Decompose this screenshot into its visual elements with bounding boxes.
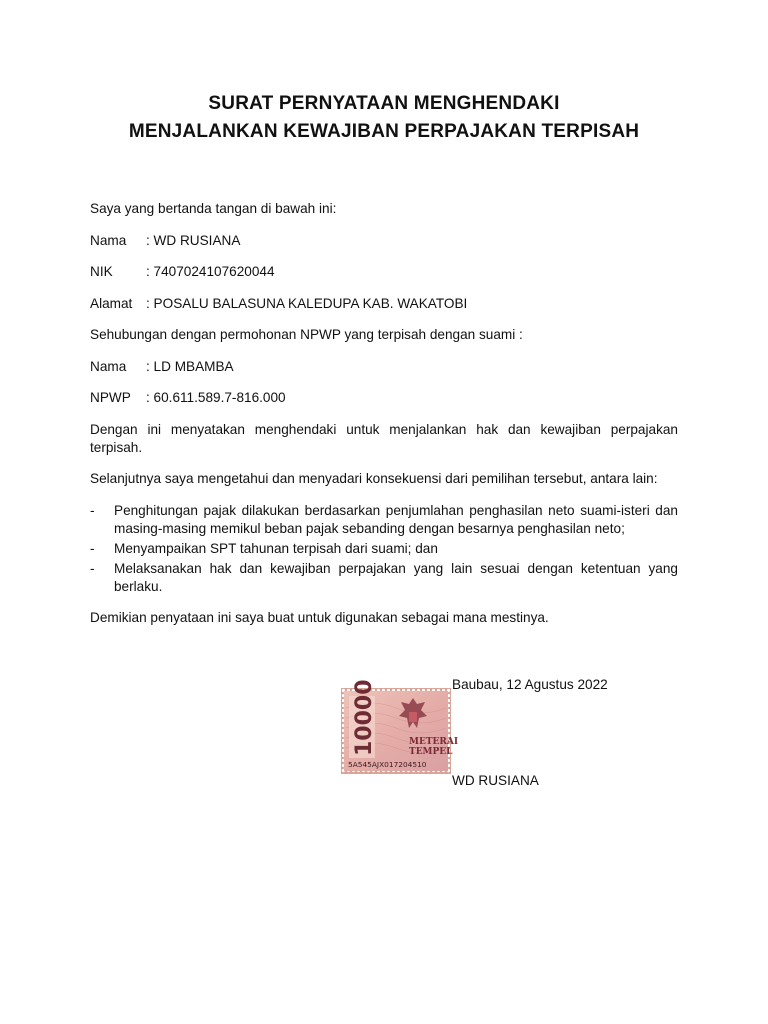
field-label: NPWP [90,390,131,405]
field-value: : 60.611.589.7-816.000 [146,390,286,405]
field-label: Nama [90,232,127,248]
document-title [0,90,768,146]
bullet-dash: - [90,560,95,576]
declarant-nik-row [90,263,678,281]
relation-text: Sehubungan dengan permohonan NPWP yang terpisah dengan suami : [90,327,523,342]
bullet-dash: - [90,502,95,518]
title-line-2: MENJALANKAN KEWAJIBAN PERPAJAKAN TERPISAH [128,121,640,142]
bullet-dash: - [90,540,95,556]
field-value: : POSALU BALASUNA KALEDUPA KAB. WAKATOBI [146,295,468,311]
field-label: Alamat [90,295,133,311]
field-value: : 7407024107620044 [146,264,275,279]
list-item [90,540,678,558]
husband-npwp-row [90,389,678,407]
stamp-serial: 5A545AJX017204510 [348,760,427,769]
list-item [90,560,678,596]
list-item-text: Penghitungan pajak dilakukan berdasarkan penjumlahan penghasilan neto suami-isteri dan masing-masing memikul beban pajak sebanding dengan besarnya penghasilan neto; [114,502,678,536]
field-value: : LD MBAMBA [146,358,234,374]
stamp-value: 10000 [352,679,377,756]
stamp-label-2: TEMPEL [409,747,453,757]
title-line-1: SURAT PERNYATAAN MENGHENDAKI [208,93,560,114]
consequence-intro-text: Selanjutnya saya mengetahui dan menyadari konsekuensi dari pemilihan tersebut, antara lain: [90,471,658,486]
document-body [90,200,678,641]
field-label: Nama [90,358,127,374]
signature-name: WD RUSIANA [452,773,539,788]
intro-text: Saya yang bertanda tangan di bawah ini: [90,201,337,216]
field-label: NIK [90,264,113,279]
list-item [90,502,678,538]
list-item-text: Melaksanakan hak dan kewajiban perpajakan yang lain sesuai dengan ketentuan yang berlaku. [114,560,678,594]
stamp-label-1: METERAI [409,737,459,747]
declarant-name-row [90,232,678,250]
statement-text: Dengan ini menyatakan menghendaki untuk menjalankan hak dan kewajiban perpajakan terpisah. [90,421,678,455]
consequence-list [90,502,678,596]
closing-text: Demikian penyataan ini saya buat untuk digunakan sebagai mana mestinya. [90,610,549,625]
list-item-text: Menyampaikan SPT tahunan terpisah dari suami; dan [114,540,438,556]
field-value: : WD RUSIANA [146,232,241,248]
signature-place-date: Baubau, 12 Agustus 2022 [452,677,608,692]
husband-name-row [90,358,678,376]
declarant-address-row [90,295,678,313]
meterai-stamp-icon [341,679,459,774]
